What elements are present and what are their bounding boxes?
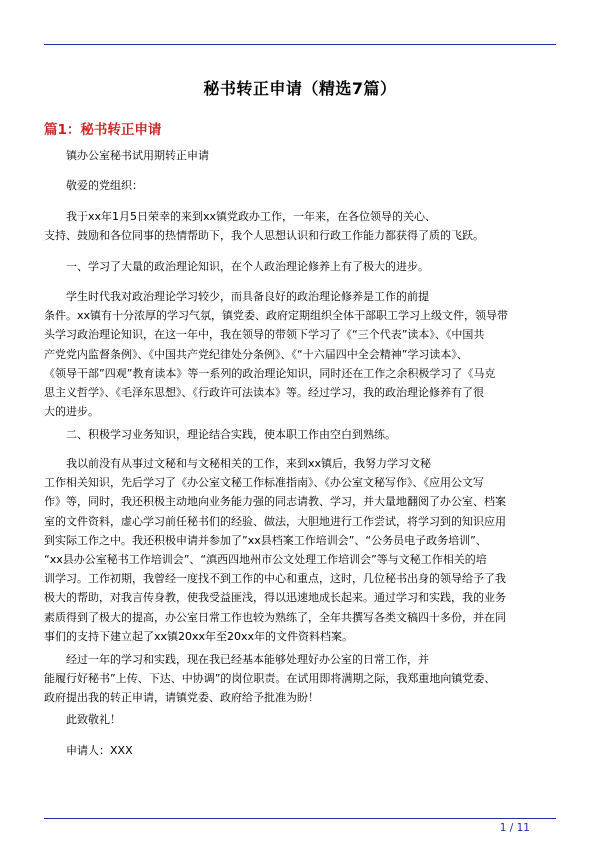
paragraph-3 xyxy=(44,454,558,646)
paragraph-line: 政府提出我的转正申请，请镇党委、政府给予批准为盼！ xyxy=(44,691,319,705)
paragraph-line: 产党党内监督条例》、《中国共产党纪律处分条例》、《“十六届四中全会精神”学习读本》、 xyxy=(44,347,468,361)
paragraph-line: 经过一年的学习和实践，现在我已经基本能够处理好办公室的日常工作，并 xyxy=(66,653,429,666)
document-title: 秘书转正申请（精选7篇） xyxy=(203,79,397,98)
paragraph-line: 我以前没有从事过文秘和与文秘相关的工作，来到xx镇后，我努力学习文秘 xyxy=(66,457,432,470)
paragraph-line: “xx县办公室秘书工作培训会”、“滇西四地州市公文处理工作培训会”等与文秘工作相关的培 xyxy=(44,553,487,567)
paragraph-line: 素质得到了极大的提高，办公室日常工作也较为熟练了，全年共撰写各类文稿四十多份，并在同 xyxy=(44,610,506,624)
paragraph-line: 大的进步。 xyxy=(44,405,99,419)
top-rule xyxy=(44,44,556,45)
section-heading: 篇1：秘书转正申请 xyxy=(44,122,162,138)
paragraph-line: 训学习。工作初期，我曾经一度找不到工作的中心和重点，这时，几位秘书出身的领导给予了我 xyxy=(44,572,506,586)
signature: 申请人：XXX xyxy=(66,744,133,757)
page-number: 1 / 11 xyxy=(499,822,530,834)
subject-line: 镇办公室秘书试用期转正申请 xyxy=(66,149,209,162)
paragraph-line: 作》等，同时，我还积极主动地向业务能力强的同志请教、学习，并大量地翻阅了办公室、档案 xyxy=(44,495,506,509)
heading-2: 二、积极学习业务知识，理论结合实践，使本职工作由空白到熟练。 xyxy=(66,428,396,441)
paragraph-line: 支持、鼓励和各位同事的热情帮助下，我个人思想认识和行政工作能力都获得了质的飞跃。 xyxy=(44,229,484,243)
paragraph-line: 学生时代我对政治理论学习较少，而具备良好的政治理论修养是工作的前提 xyxy=(66,290,429,303)
paragraph-line: 头学习政治理论知识，在这一年中，我在领导的带领下学习了《“三个代表”读本》、《中国共 xyxy=(44,328,485,342)
salutation: 敬爱的党组织： xyxy=(66,179,143,192)
paragraph-line: 事们的支持下建立起了xx镇20xx年至20xx年的文件资料档案。 xyxy=(44,629,354,643)
paragraph-line: 工作相关知识，先后学习了《办公室文秘工作标准指南》、《办公室文秘写作》、《应用公文写 xyxy=(44,476,484,490)
heading-1: 一、学习了大量的政治理论知识，在个人政治理论修养上有了极大的进步。 xyxy=(66,260,429,273)
paragraph-line: 思主义哲学》、《毛泽东思想》、《行政许可法读本》等。经过学习，我的政治理论修养有了很 xyxy=(44,386,484,400)
paragraph-line: 室的文件资料，虚心学习前任秘书们的经验、做法，大胆地进行工作尝试，将学习到的知识应用 xyxy=(44,514,506,528)
paragraph-line: 条件。xx镇有十分浓厚的学习气氛，镇党委、政府定期组织全体干部职工学习上级文件，领导带 xyxy=(44,309,509,323)
bottom-rule xyxy=(44,818,556,819)
closing: 此致敬礼！ xyxy=(66,713,121,726)
paragraph-2 xyxy=(44,287,558,421)
paragraph-line: 到实际工作之中。我还积极申请并参加了”xx县档案工作培训会”、“公务员电子政务培训”、 xyxy=(44,533,487,547)
paragraph-line: 《领导干部”四观”教育读本》等一系列的政治理论知识，同时还在工作之余积极学习了《马克 xyxy=(44,366,496,380)
paragraph-line: 能履行好秘书”上传、下达、中协调”的岗位职责。在试用即将满期之际，我郑重地向镇党委、 xyxy=(44,672,496,686)
paragraph-4 xyxy=(44,650,558,708)
paragraph-line: 极大的帮助，对我言传身教，使我受益匪浅，得以迅速地成长起来。通过学习和实践，我的业务 xyxy=(44,591,506,605)
paragraph-line: 我于xx年1月5日荣幸的来到xx镇党政办工作，一年来，在各位领导的关心、 xyxy=(66,210,437,223)
paragraph-1 xyxy=(44,207,558,245)
